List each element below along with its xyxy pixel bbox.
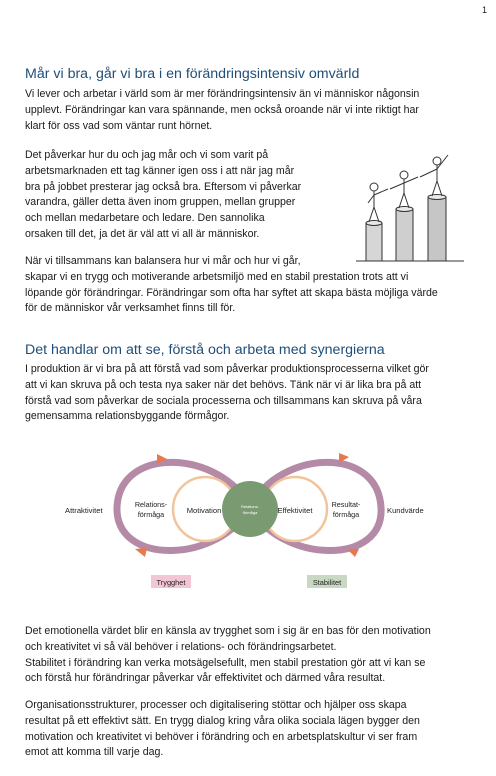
emotional-value-paragraph	[25, 624, 431, 687]
text-line: motivation och kreativitet vi behöver i förändring och en arbetsplatskultur vi ser fram	[25, 730, 418, 743]
organisation-paragraph	[25, 698, 420, 761]
relationsformaga-label-line1: Relations-	[134, 500, 168, 509]
text-line: När vi tillsammans kan balansera hur vi mår och hur vi går,	[25, 255, 301, 267]
text-line: Stabilitet i förändring kan verka motsägelsefullt, men stabil prestation gör att vi kan se	[25, 656, 426, 669]
text-line: orsaken till det, ja det är väl att vi all är människor.	[25, 227, 260, 240]
balance-paragraph	[25, 254, 438, 317]
text-line: och mellan medarbetare och ledare. Den sannolika	[25, 212, 265, 225]
text-line: emot att komma till varje dag.	[25, 746, 164, 759]
text-line: arbetsmarknaden ett tag känner igen oss i att när jag mår	[25, 164, 295, 177]
text-line: Det emotionella värdet blir en känsla av trygghet som i sig är en bas för den motivation	[25, 625, 431, 637]
trygghet-label: Trygghet	[156, 578, 186, 587]
text-line: varandra, gäller detta även inom gruppen, mellan grupper	[25, 196, 296, 209]
text-line: löpande gör förändringar. Förändringar som ofta har syftet att skapa bästa möjliga värde	[25, 286, 438, 299]
relationsformaga-label-line2: förmåga	[137, 510, 165, 519]
attraktivitet-label: Attraktivitet	[65, 506, 103, 515]
text-line: att vi kan skruva på och testa nya saker när det behövs. Tänk när vi är lika bra på att	[25, 378, 422, 391]
production-paragraph	[25, 362, 429, 425]
text-line: och kreativitet vi så väl behöver i relations- och förändringsarbetet.	[25, 640, 337, 653]
text-line: för de människor vår verksamhet finns till för.	[25, 302, 236, 315]
text-line: Organisationsstrukturer, processer och digitalisering stöttar och hjälper oss skapa	[25, 699, 407, 711]
text-line: Det påverkar hur du och jag mår och vi som varit på	[25, 149, 269, 161]
effektivitet-label: Effektivitet	[277, 506, 313, 515]
text-line: resultat på ett effektivt sätt. En trygg dialog kring våra olika sociala lägen bygger den	[25, 714, 420, 727]
wellbeing-paragraph	[25, 148, 301, 243]
motivation-label: Motivation	[186, 506, 222, 515]
text-line: I produktion är vi bra på att förstå vad som påverkar produktionsprocesserna vilket gör	[25, 363, 429, 375]
text-line: klart för oss vad som väntar runt hörnet.	[25, 119, 213, 132]
section-heading-2: Det handlar om att se, förstå och arbeta med synergierna	[25, 342, 385, 358]
text-line: upplevt. Förändringar kan vara spännande, men också oroande när vi inte riktigt har	[25, 103, 419, 116]
resultatformaga-label-line2: förmåga	[332, 510, 360, 519]
text-line: skapar vi en trygg och motiverande arbetsmiljö med en stabil prestation trots att vi	[25, 270, 409, 283]
center-circle	[222, 481, 278, 537]
text-line: Vi lever och arbetar i värld som är mer förändringsintensiv än vi människor någonsin	[25, 88, 420, 100]
text-line: bra på jobbet presterar jag också bra. Eftersom vi påverkar	[25, 180, 302, 193]
synergy-diagram	[55, 445, 445, 595]
center-label-line1: Relations-	[240, 504, 260, 509]
text-line: och förstå hur förändringar påverkar vår effektivitet och därmed våra resultat.	[25, 672, 386, 685]
arrow-icon	[135, 548, 147, 557]
page-number: 1	[481, 5, 487, 15]
center-label-line2: förmåga	[242, 510, 258, 515]
teamwork-illustration	[352, 143, 470, 265]
arrow-icon	[347, 549, 359, 557]
stabilitet-label: Stabilitet	[312, 578, 342, 587]
text-line: förstå vad som påverkar de sociala processerna och tillsammans kan skruva på våra	[25, 394, 422, 407]
resultatformaga-label-line1: Resultat-	[331, 500, 361, 509]
intro-paragraph	[25, 87, 419, 134]
kundvarde-label: Kundvärde	[387, 506, 424, 515]
text-line: gemensamma relationsbyggande förmågor.	[25, 410, 230, 423]
section-heading-1: Mår vi bra, går vi bra i en förändringsintensiv omvärld	[25, 66, 360, 82]
